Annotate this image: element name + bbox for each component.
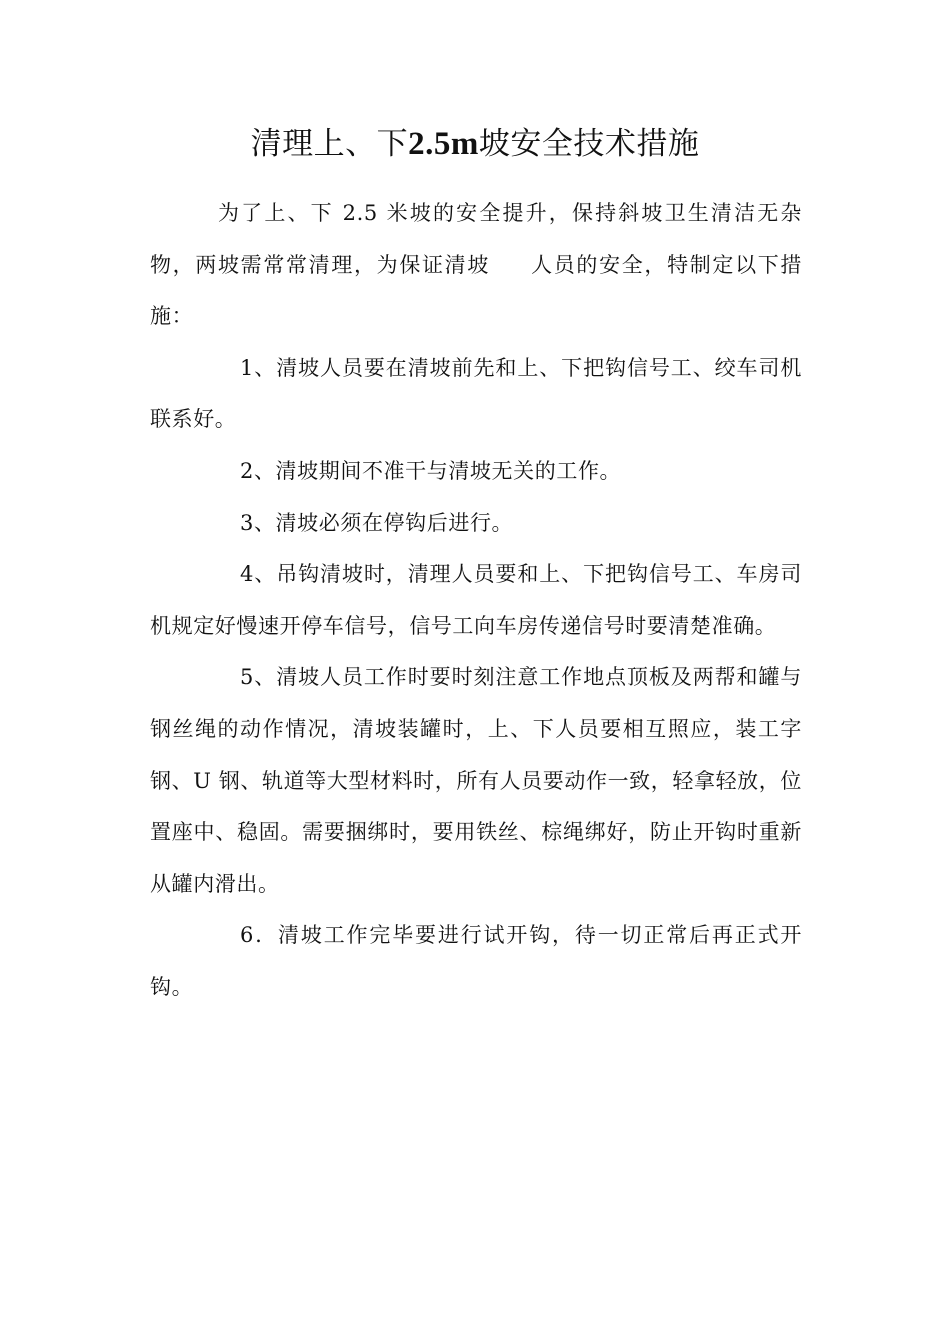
intro-text-part-2: 人员的安全，特制定以下措施： bbox=[150, 252, 802, 329]
title-part-2: 坡安全技术措施 bbox=[478, 126, 700, 162]
measure-item-4: 4、吊钩清坡时，清理人员要和上、下把钩信号工、车房司机规定好慢速开停车信号，信号工向车房传递信号时要清楚准确。 bbox=[150, 562, 802, 638]
title-bold-part: 2.5m bbox=[408, 126, 479, 162]
title-part-1: 清理上、下 bbox=[250, 126, 409, 162]
document-title bbox=[150, 122, 800, 166]
intro-paragraph bbox=[150, 188, 802, 343]
intro-text-part-1: 为了上、下 2.5 米坡的安全提升，保持斜坡卫生清洁无杂物，两坡需常常清理，为保证清坡 bbox=[150, 201, 802, 277]
measure-item-5: 5、清坡人员工作时要时刻注意工作地点顶板及两帮和罐与钢丝绳的动作情况，清坡装罐时，上、下人员要相互照应，装工字钢、U 钢、轨道等大型材料时，所有人员要动作一致，轻拿轻放，位置座中、稳固。需要捆绑时，要用铁丝、棕绳绑好，防止开钩时重新从罐内滑出。 bbox=[150, 665, 802, 896]
measure-item-1: 1、清坡人员要在清坡前先和上、下把钩信号工、绞车司机联系好。 bbox=[150, 355, 802, 432]
measure-item-6: 6．清坡工作完毕要进行试开钩，待一切正常后再正式开钩。 bbox=[150, 923, 802, 999]
measure-item-2: 2、清坡期间不准干与清坡无关的工作。 bbox=[240, 458, 622, 483]
document-body bbox=[150, 188, 802, 1014]
measure-item-3: 3、清坡必须在停钩后进行。 bbox=[240, 510, 514, 535]
